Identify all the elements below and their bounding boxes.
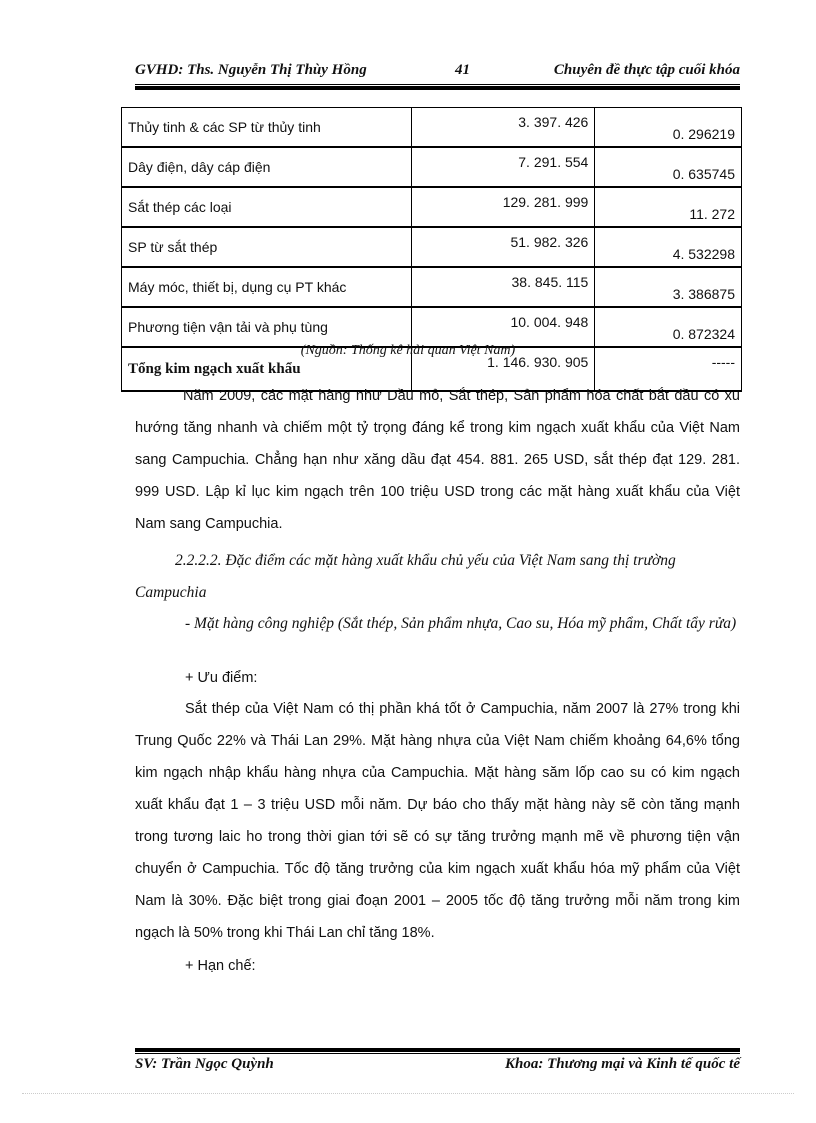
row-value: 38. 845. 115	[412, 267, 595, 307]
footer-faculty: Khoa: Thương mại và Kinh tế quốc tế	[505, 1056, 740, 1072]
page-bottom-border	[22, 1093, 794, 1094]
total-value: 1. 146. 930. 905	[412, 347, 595, 391]
row-value: 129. 281. 999	[412, 187, 595, 227]
page-footer	[135, 1056, 740, 1076]
row-name: Dây điện, dây cáp điện	[122, 147, 412, 187]
section-heading: 2.2.2.2. Đặc điểm các mặt hàng xuất khẩu chủ yếu của Việt Nam sang thị trường Campuchia	[135, 552, 676, 601]
subheading: - Mặt hàng công nghiệp (Sắt thép, Sản phẩm nhựa, Cao su, Hóa mỹ phẩm, Chất tẩy rửa)	[185, 615, 737, 632]
row-value: 7. 291. 554	[412, 147, 595, 187]
paragraph-1-text: Năm 2009, các mặt hàng như Dầu mỏ, Sắt thép, Sản phẩm hóa chất bắt đầu có xu hướng tăng nhanh và chiếm một tỷ trọng đáng kể trong kim ngạch xuất khẩu của Việt Nam sang Campuchia. Chẳng hạn như xăng dầu đạt 454. 881. 265 USD, sắt thép đạt 129. 281. 999 USD. Lập kỉ lục kim ngạch trên 100 triệu USD trong các mặt hàng xuất khẩu của Việt Nam sang Campuchia.	[135, 388, 740, 532]
row-share: 11. 272	[595, 187, 742, 227]
row-name: Sắt thép các loại	[122, 187, 412, 227]
table-row	[122, 108, 742, 148]
table-row	[122, 227, 742, 267]
header-rule	[135, 84, 740, 90]
total-share: -----	[595, 347, 742, 391]
row-value: 10. 004. 948	[412, 307, 595, 347]
limits-label: + Hạn chế:	[185, 958, 256, 974]
paragraph-1	[135, 380, 740, 540]
row-name: Máy móc, thiết bị, dụng cụ PT khác	[122, 267, 412, 307]
table-row	[122, 307, 742, 347]
row-share: 3. 386875	[595, 267, 742, 307]
table-source: (Nguồn: Thống kê hải quan Việt Nam)	[300, 343, 516, 358]
page-number: 41	[455, 62, 470, 78]
footer-student: SV: Trần Ngọc Quỳnh	[135, 1056, 274, 1072]
footer-rule	[135, 1048, 740, 1054]
row-share: 4. 532298	[595, 227, 742, 267]
row-value: 51. 982. 326	[412, 227, 595, 267]
row-name: Phương tiện vận tải và phụ tùng	[122, 307, 412, 347]
page-header	[135, 58, 740, 84]
row-share: 0. 635745	[595, 147, 742, 187]
header-report-title: Chuyên đề thực tập cuối khóa	[553, 62, 740, 78]
row-share: 0. 296219	[595, 108, 742, 148]
row-share: 0. 872324	[595, 307, 742, 347]
table-row	[122, 187, 742, 227]
total-name: Tổng kim ngạch xuất khẩu	[122, 347, 412, 391]
table-row	[122, 147, 742, 187]
paragraph-2	[135, 693, 740, 949]
row-value: 3. 397. 426	[412, 108, 595, 148]
row-name: SP từ sắt thép	[122, 227, 412, 267]
row-name: Thủy tinh & các SP từ thủy tinh	[122, 108, 412, 148]
table-row	[122, 267, 742, 307]
header-advisor: GVHD: Ths. Nguyễn Thị Thùy Hồng	[135, 62, 367, 78]
advantages-label: + Ưu điểm:	[185, 670, 258, 686]
paragraph-2-text: Sắt thép của Việt Nam có thị phần khá tốt ở Campuchia, năm 2007 là 27% trong khi Trung Quốc 22% và Thái Lan 29%. Mặt hàng nhựa của Việt Nam chiếm khoảng 64,6% tổng kim ngạch nhập khẩu hàng nhựa của Campuchia. Mặt hàng săm lốp cao su có kim ngạch xuất khẩu đạt 1 – 3 triệu USD mỗi năm. Dự báo cho thấy mặt hàng này sẽ còn tăng mạnh trong tương laic ho trong thời gian tới sẽ có sự tăng trưởng mạnh mẽ về phương tiện vận chuyển ở Campuchia. Tốc độ tăng trưởng của kim ngạch xuất khẩu hóa mỹ phẩm của Việt Nam là 30%. Đặc biệt trong giai đoạn 2001 – 2005 tốc độ tăng trưởng mỗi năm trong kim ngạch là 50% trong khi Thái Lan chỉ tăng 18%.	[135, 701, 740, 941]
